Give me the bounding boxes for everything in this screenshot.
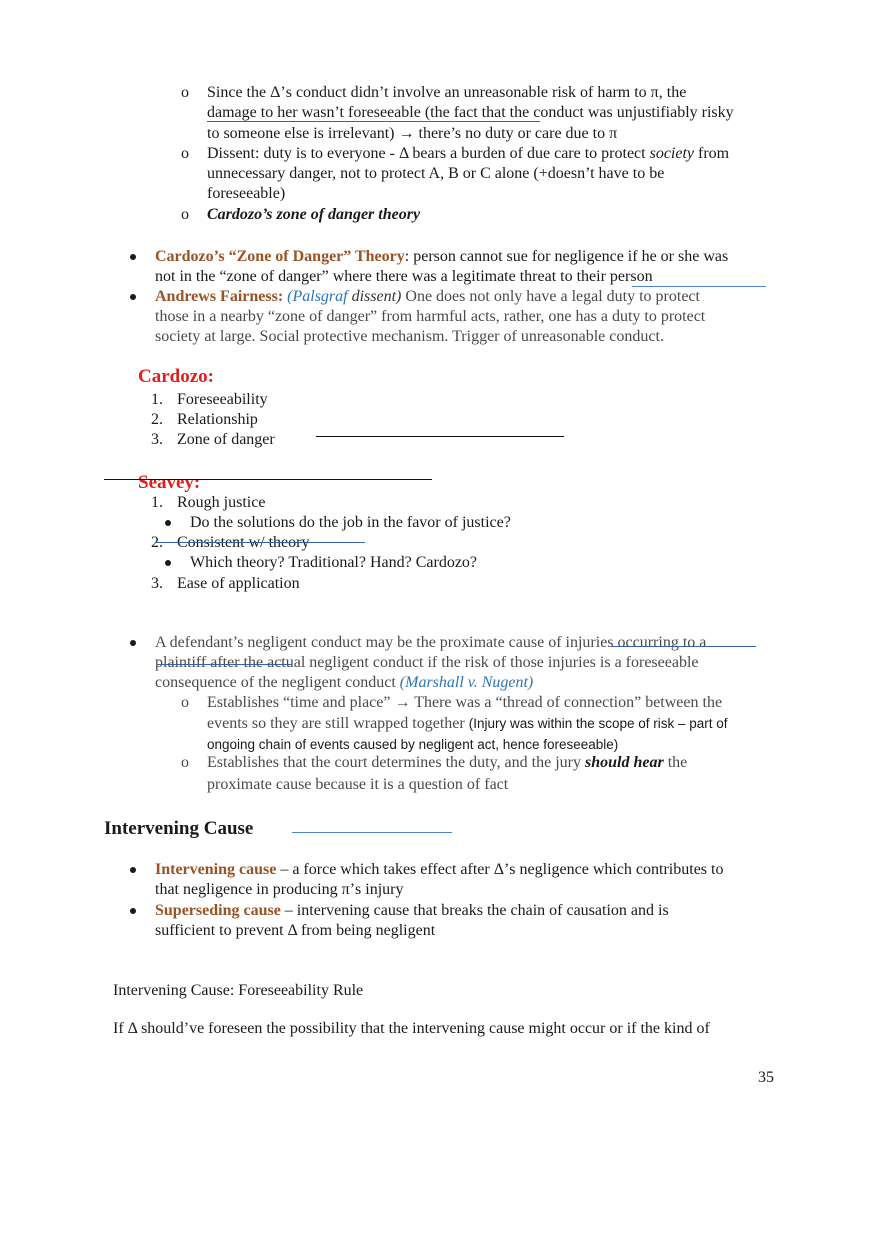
definition-text: that negligence in producing π’s injury	[155, 881, 404, 898]
rule-text: If Δ should’ve foreseen the possibility that the intervening cause might occur or if the kind of	[113, 1020, 710, 1037]
bullet-dot	[130, 867, 136, 873]
cardozo-theory-line	[155, 247, 728, 267]
dissent-text: unnecessary danger, not to protect A, B or C alone (+doesn’t have to be	[207, 165, 665, 182]
list-number: 2.	[151, 411, 163, 428]
definition-text: – a force which takes effect after Δ’s negligence which contributes to	[276, 861, 724, 878]
case-marshall: (Marshall v. Nugent)	[399, 674, 534, 691]
proximate-text: A defendant’s negligent conduct may be the proximate cause of injuries occurring to a	[155, 634, 707, 651]
term-cardozo-theory: Cardozo’s “Zone of Danger” Theory	[155, 248, 405, 265]
subpoint-line	[207, 753, 687, 773]
bullet-dot	[130, 908, 136, 914]
pen-line	[316, 436, 564, 437]
sub-bullet-marker: o	[181, 754, 189, 771]
subpoint-text: Establishes “time and place” → There was a “thread of connection” between the	[207, 694, 723, 711]
proximate-text: consequence of the negligent conduct	[155, 674, 400, 691]
list-number: 2.	[151, 534, 163, 551]
rule-title: Intervening Cause: Foreseeability Rule	[113, 982, 364, 999]
bullet-dot	[165, 520, 171, 526]
dissent-text: foreseeable)	[207, 185, 286, 202]
subpoint-text: damage to her wasn’t foreseeable (the fact that the conduct was unjustifiably risky	[207, 104, 734, 121]
proximate-text: plaintiff after the actual negligent conduct if the risk of those injuries is a foreseeable	[155, 654, 699, 671]
page-number: 35	[758, 1069, 774, 1086]
intervening-def	[155, 860, 723, 880]
dissent-text: from	[694, 145, 730, 162]
bullet-dot	[130, 254, 136, 260]
list-item: Rough justice	[177, 494, 266, 511]
definition-text: – intervening cause that breaks the chain of causation and is	[280, 902, 669, 919]
subpoint-line	[207, 714, 728, 734]
definition-text: not in the “zone of danger” where there was a legitimate threat to their person	[155, 268, 653, 285]
definition-text: society at large. Social protective mechanism. Trigger of unreasonable conduct.	[155, 328, 664, 345]
list-item: Consistent w/ theory	[177, 534, 310, 551]
emphasis-should-hear: should hear	[584, 754, 664, 771]
dissent-text: Dissent: duty is to everyone - Δ bears a burden of due care to protect	[207, 145, 650, 162]
case-palsgraf: (Palsgraf	[287, 288, 348, 305]
section-heading: Intervening Cause	[104, 818, 254, 839]
andrews-line	[155, 287, 700, 307]
proximate-line3	[155, 673, 533, 693]
superseding-def	[155, 901, 669, 921]
list-item: Foreseeability	[177, 391, 268, 408]
list-subitem: Which theory? Traditional? Hand? Cardozo?	[190, 554, 478, 571]
pen-underline	[292, 832, 452, 833]
subpoint-text: events so they are still wrapped together	[207, 715, 469, 732]
list-item: Zone of danger	[177, 431, 275, 448]
definition-text: sufficient to prevent Δ from being negligent	[155, 922, 436, 939]
subpoint-text: proximate cause because it is a question of fact	[207, 776, 509, 793]
dissent-subpoint	[207, 144, 729, 164]
sub-bullet-marker: o	[181, 206, 189, 223]
cardozo-heading: Cardozo:	[138, 366, 214, 387]
bullet-dot	[130, 640, 136, 646]
list-number: 1.	[151, 391, 163, 408]
emphasis-society: society	[649, 145, 695, 162]
definition-text: : person cannot sue for negligence if he or she was	[404, 248, 729, 265]
case-suffix: dissent)	[351, 288, 402, 305]
pen-strikethrough	[155, 542, 365, 543]
list-number: 1.	[151, 494, 163, 511]
definition-text: One does not only have a legal duty to protect	[401, 288, 700, 305]
seavey-heading: Seavey:	[138, 472, 201, 493]
subpoint-text: Establishes that the court determines the duty, and the jury	[207, 754, 585, 771]
subpoint-note: ongoing chain of events caused by negligent act, hence foreseeable)	[207, 737, 619, 752]
subpoint-note: (Injury was within the scope of risk – part of	[468, 716, 728, 731]
pen-line	[104, 479, 432, 480]
sub-bullet-marker: o	[181, 694, 189, 711]
sub-bullet-marker: o	[181, 145, 189, 162]
zone-of-danger-subpoint: Cardozo’s zone of danger theory	[207, 206, 421, 223]
pen-underline	[207, 121, 540, 122]
list-subitem: Do the solutions do the job in the favor of justice?	[190, 514, 511, 531]
subpoint-text: the	[663, 754, 688, 771]
definition-text: those in a nearby “zone of danger” from harmful acts, rather, one has a duty to protect	[155, 308, 706, 325]
list-item: Ease of application	[177, 575, 300, 592]
list-item: Relationship	[177, 411, 258, 428]
term-andrews-fairness: Andrews Fairness:	[155, 288, 284, 305]
term-superseding-cause: Superseding cause	[155, 902, 281, 919]
bullet-dot	[130, 294, 136, 300]
pen-underline	[157, 664, 292, 665]
bullet-dot	[165, 560, 171, 566]
pen-underline	[632, 286, 766, 287]
list-number: 3.	[151, 431, 163, 448]
pen-underline	[612, 646, 756, 647]
subpoint-text: to someone else is irrelevant) → there’s no duty or care due to π	[207, 125, 618, 142]
list-number: 3.	[151, 575, 163, 592]
term-intervening-cause: Intervening cause	[155, 861, 277, 878]
subpoint-text: Since the Δ’s conduct didn’t involve an unreasonable risk of harm to π, the	[207, 84, 687, 101]
sub-bullet-marker: o	[181, 84, 189, 101]
